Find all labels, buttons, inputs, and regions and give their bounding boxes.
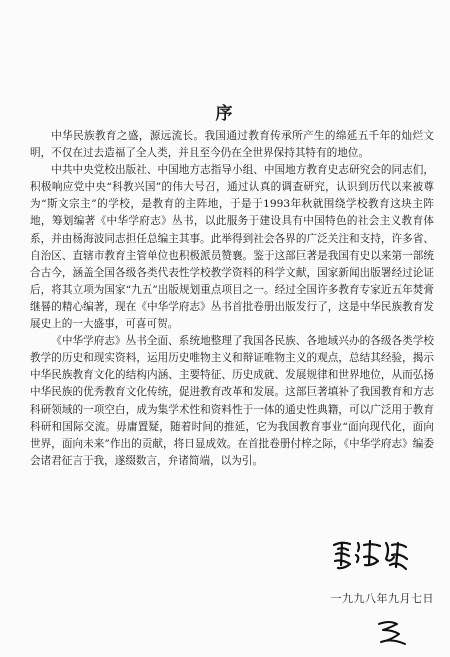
paragraph-2: 中共中央党校出版社、中国地方志指导小组、中国地方教育史志研究会的同志们，积极响应党中央“科教兴国”的伟大号召，通过认真的调查研究，认识到历代以来被尊为“斯文宗主”的学校，是教育的主阵地，于是于1993年秋就围绕学校教育这块主阵地，筹划编著《中华学府志》丛书，以此服务于建设具有中国特色的社会主义教育体系，并由杨海波同志担任总编主其事。此举得到社会各界的广泛关注和支持，许多省、自治区、直辖市教育主管单位也积极派员赞襄。鉴于这部巨著是我国有史以来第一部统合古今，涵盖全国各级各类代表性学校教学资料的科学文献，国家新闻出版署经过论证后，将其立项为国家“九五”出版规划重点项目之一。经过全国许多教育专家近五年焚膏继晷的精心编著，现在《中华学府志》丛书首批卷册出版发行了，这是中华民族教育发展史上的一大盛事，可喜可贺。 <box>30 164 434 331</box>
preface-body <box>30 128 434 470</box>
signature-date: 一九九八年九月七日 <box>330 592 434 605</box>
preface-title: 序 <box>215 104 235 124</box>
paragraph-3: 《中华学府志》丛书全面、系统地整理了我国各民族、各地域兴办的各级各类学校教学的历史和现实资料，运用历史唯物主义和辩证唯物主义的观点，总结其经验，揭示中华民族教育文化的结构内涵、主要特征、历史成就、发展规律和世界地位，从而弘扬中华民族的优秀教育文化传统，促进教育改革和发展。这部巨著填补了我国教育和方志科研领域的一项空白，成为集学术性和资料性于一体的通史性典籍，可以广泛用于教育科研和国际交流。毋庸置疑，随着时间的推延，它为我国教育事业“面向现代化，面向世界，面向未来”作出的贡献，将日显成效。在首批卷册付梓之际，《中华学府志》编委会诸君征言于我，遂缀数言，弁诸简端，以为引。 <box>30 335 434 467</box>
handwritten-signature <box>330 535 410 575</box>
handwritten-page-mark-icon <box>375 618 409 646</box>
paragraph-1: 中华民族教育之盛，源远流长。我国通过教育传承所产生的绵延五千年的灿烂文明，不仅在过去造福了全人类，并且至今仍在全世界保持其特有的地位。 <box>30 130 434 160</box>
